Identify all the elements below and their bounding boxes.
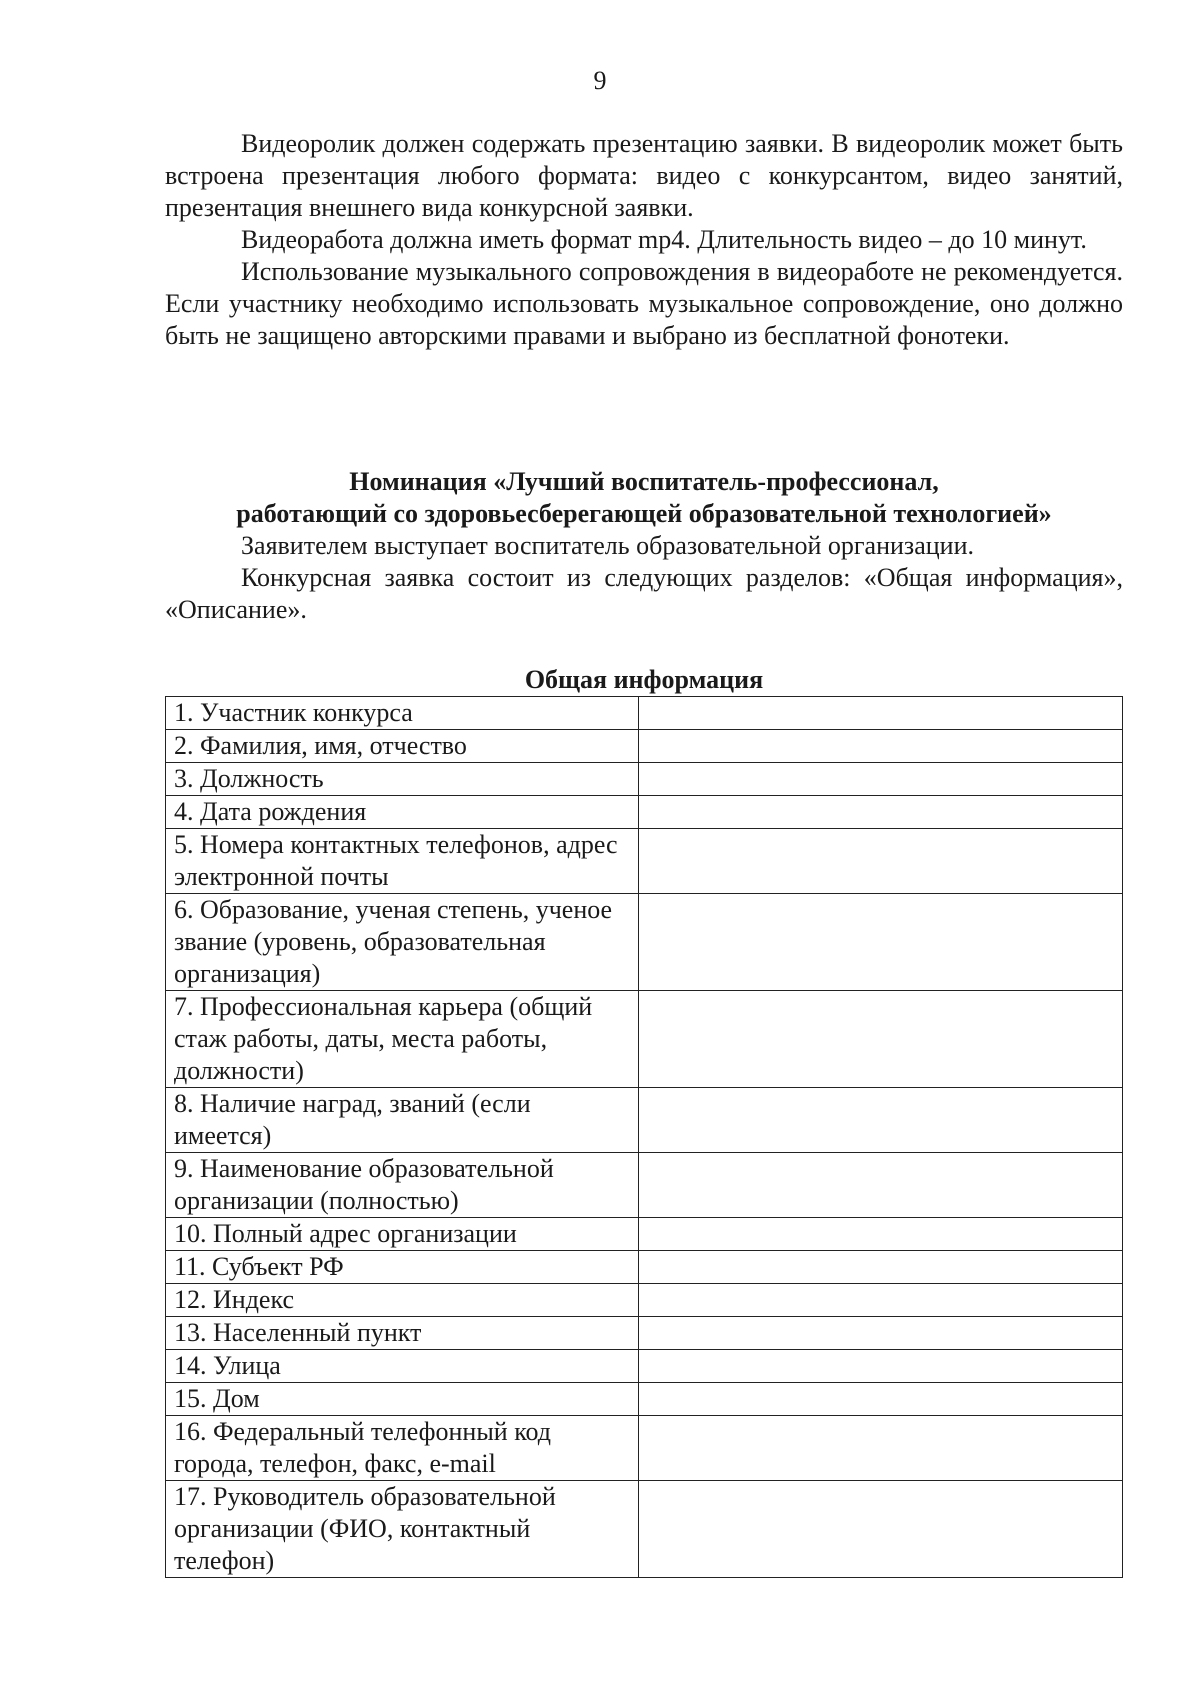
table-row [166, 1350, 1123, 1383]
row-value-cell[interactable] [639, 1416, 1123, 1481]
table-row [166, 697, 1123, 730]
row-label: 4. Дата рождения [166, 796, 639, 829]
nomination-heading-line1: Номинация «Лучший воспитатель-профессионал, [349, 467, 939, 496]
paragraph-music: Использование музыкального сопровождения в видеоработе не рекомендуется. Если участнику необходимо использовать музыкальное сопровождение, оно должно быть не защищено авторскими правами и выбрано из бесплатной фонотеки. [165, 257, 1123, 350]
table-row [166, 1317, 1123, 1350]
row-label: 7. Профессиональная карьера (общий стаж работы, даты, места работы, должности) [166, 991, 639, 1088]
table-row [166, 991, 1123, 1088]
row-label: 12. Индекс [166, 1284, 639, 1317]
paragraph-applicant: Заявителем выступает воспитатель образовательной организации. [241, 531, 974, 560]
row-value-cell[interactable] [639, 763, 1123, 796]
row-value-cell[interactable] [639, 1251, 1123, 1284]
table-row [166, 1284, 1123, 1317]
row-value-cell[interactable] [639, 697, 1123, 730]
table-row [166, 763, 1123, 796]
row-value-cell[interactable] [639, 1218, 1123, 1251]
page-number: 9 [593, 66, 607, 95]
row-label: 11. Субъект РФ [166, 1251, 639, 1284]
row-label: 8. Наличие наград, званий (если имеется) [166, 1088, 639, 1153]
row-label: 10. Полный адрес организации [166, 1218, 639, 1251]
row-value-cell[interactable] [639, 829, 1123, 894]
general-info-table [165, 696, 1123, 1578]
table-row [166, 1481, 1123, 1578]
table-row [166, 894, 1123, 991]
row-label: 6. Образование, ученая степень, ученое звание (уровень, образовательная организация) [166, 894, 639, 991]
row-label: 1. Участник конкурса [166, 697, 639, 730]
row-value-cell[interactable] [639, 1153, 1123, 1218]
row-label: 14. Улица [166, 1350, 639, 1383]
paragraph-video-format: Видеоработа должна иметь формат mp4. Длительность видео – до 10 минут. [241, 225, 1087, 254]
row-label: 2. Фамилия, имя, отчество [166, 730, 639, 763]
row-value-cell[interactable] [639, 730, 1123, 763]
row-value-cell[interactable] [639, 1350, 1123, 1383]
table-row [166, 1218, 1123, 1251]
paragraph-sections: Конкурсная заявка состоит из следующих разделов: «Общая информация», «Описание». [165, 563, 1123, 624]
table-row [166, 1088, 1123, 1153]
table-row [166, 730, 1123, 763]
row-value-cell[interactable] [639, 1284, 1123, 1317]
row-label: 5. Номера контактных телефонов, адрес электронной почты [166, 829, 639, 894]
table-row [166, 1383, 1123, 1416]
row-value-cell[interactable] [639, 1088, 1123, 1153]
row-label: 3. Должность [166, 763, 639, 796]
table-row [166, 1251, 1123, 1284]
row-value-cell[interactable] [639, 894, 1123, 991]
nomination-body [165, 530, 1123, 626]
paragraph-video-content: Видеоролик должен содержать презентацию заявки. В видеоролик может быть встроена презентация любого формата: видео с конкурсантом, видео занятий, презентация внешнего вида конкурсной заявки. [165, 129, 1123, 222]
row-value-cell[interactable] [639, 991, 1123, 1088]
row-value-cell[interactable] [639, 796, 1123, 829]
table-row [166, 1153, 1123, 1218]
row-label: 9. Наименование образовательной организации (полностью) [166, 1153, 639, 1218]
table-row [166, 829, 1123, 894]
row-value-cell[interactable] [639, 1383, 1123, 1416]
table-row [166, 1416, 1123, 1481]
intro-section [165, 128, 1123, 352]
table-row [166, 796, 1123, 829]
row-label: 16. Федеральный телефонный код города, телефон, факс, e-mail [166, 1416, 639, 1481]
nomination-heading [165, 466, 1123, 530]
table-caption: Общая информация [524, 665, 764, 694]
row-label: 15. Дом [166, 1383, 639, 1416]
nomination-heading-line2: работающий со здоровьесберегающей образовательной технологией» [236, 499, 1052, 528]
row-value-cell[interactable] [639, 1481, 1123, 1578]
row-label: 13. Населенный пункт [166, 1317, 639, 1350]
row-label: 17. Руководитель образовательной организации (ФИО, контактный телефон) [166, 1481, 639, 1578]
row-value-cell[interactable] [639, 1317, 1123, 1350]
